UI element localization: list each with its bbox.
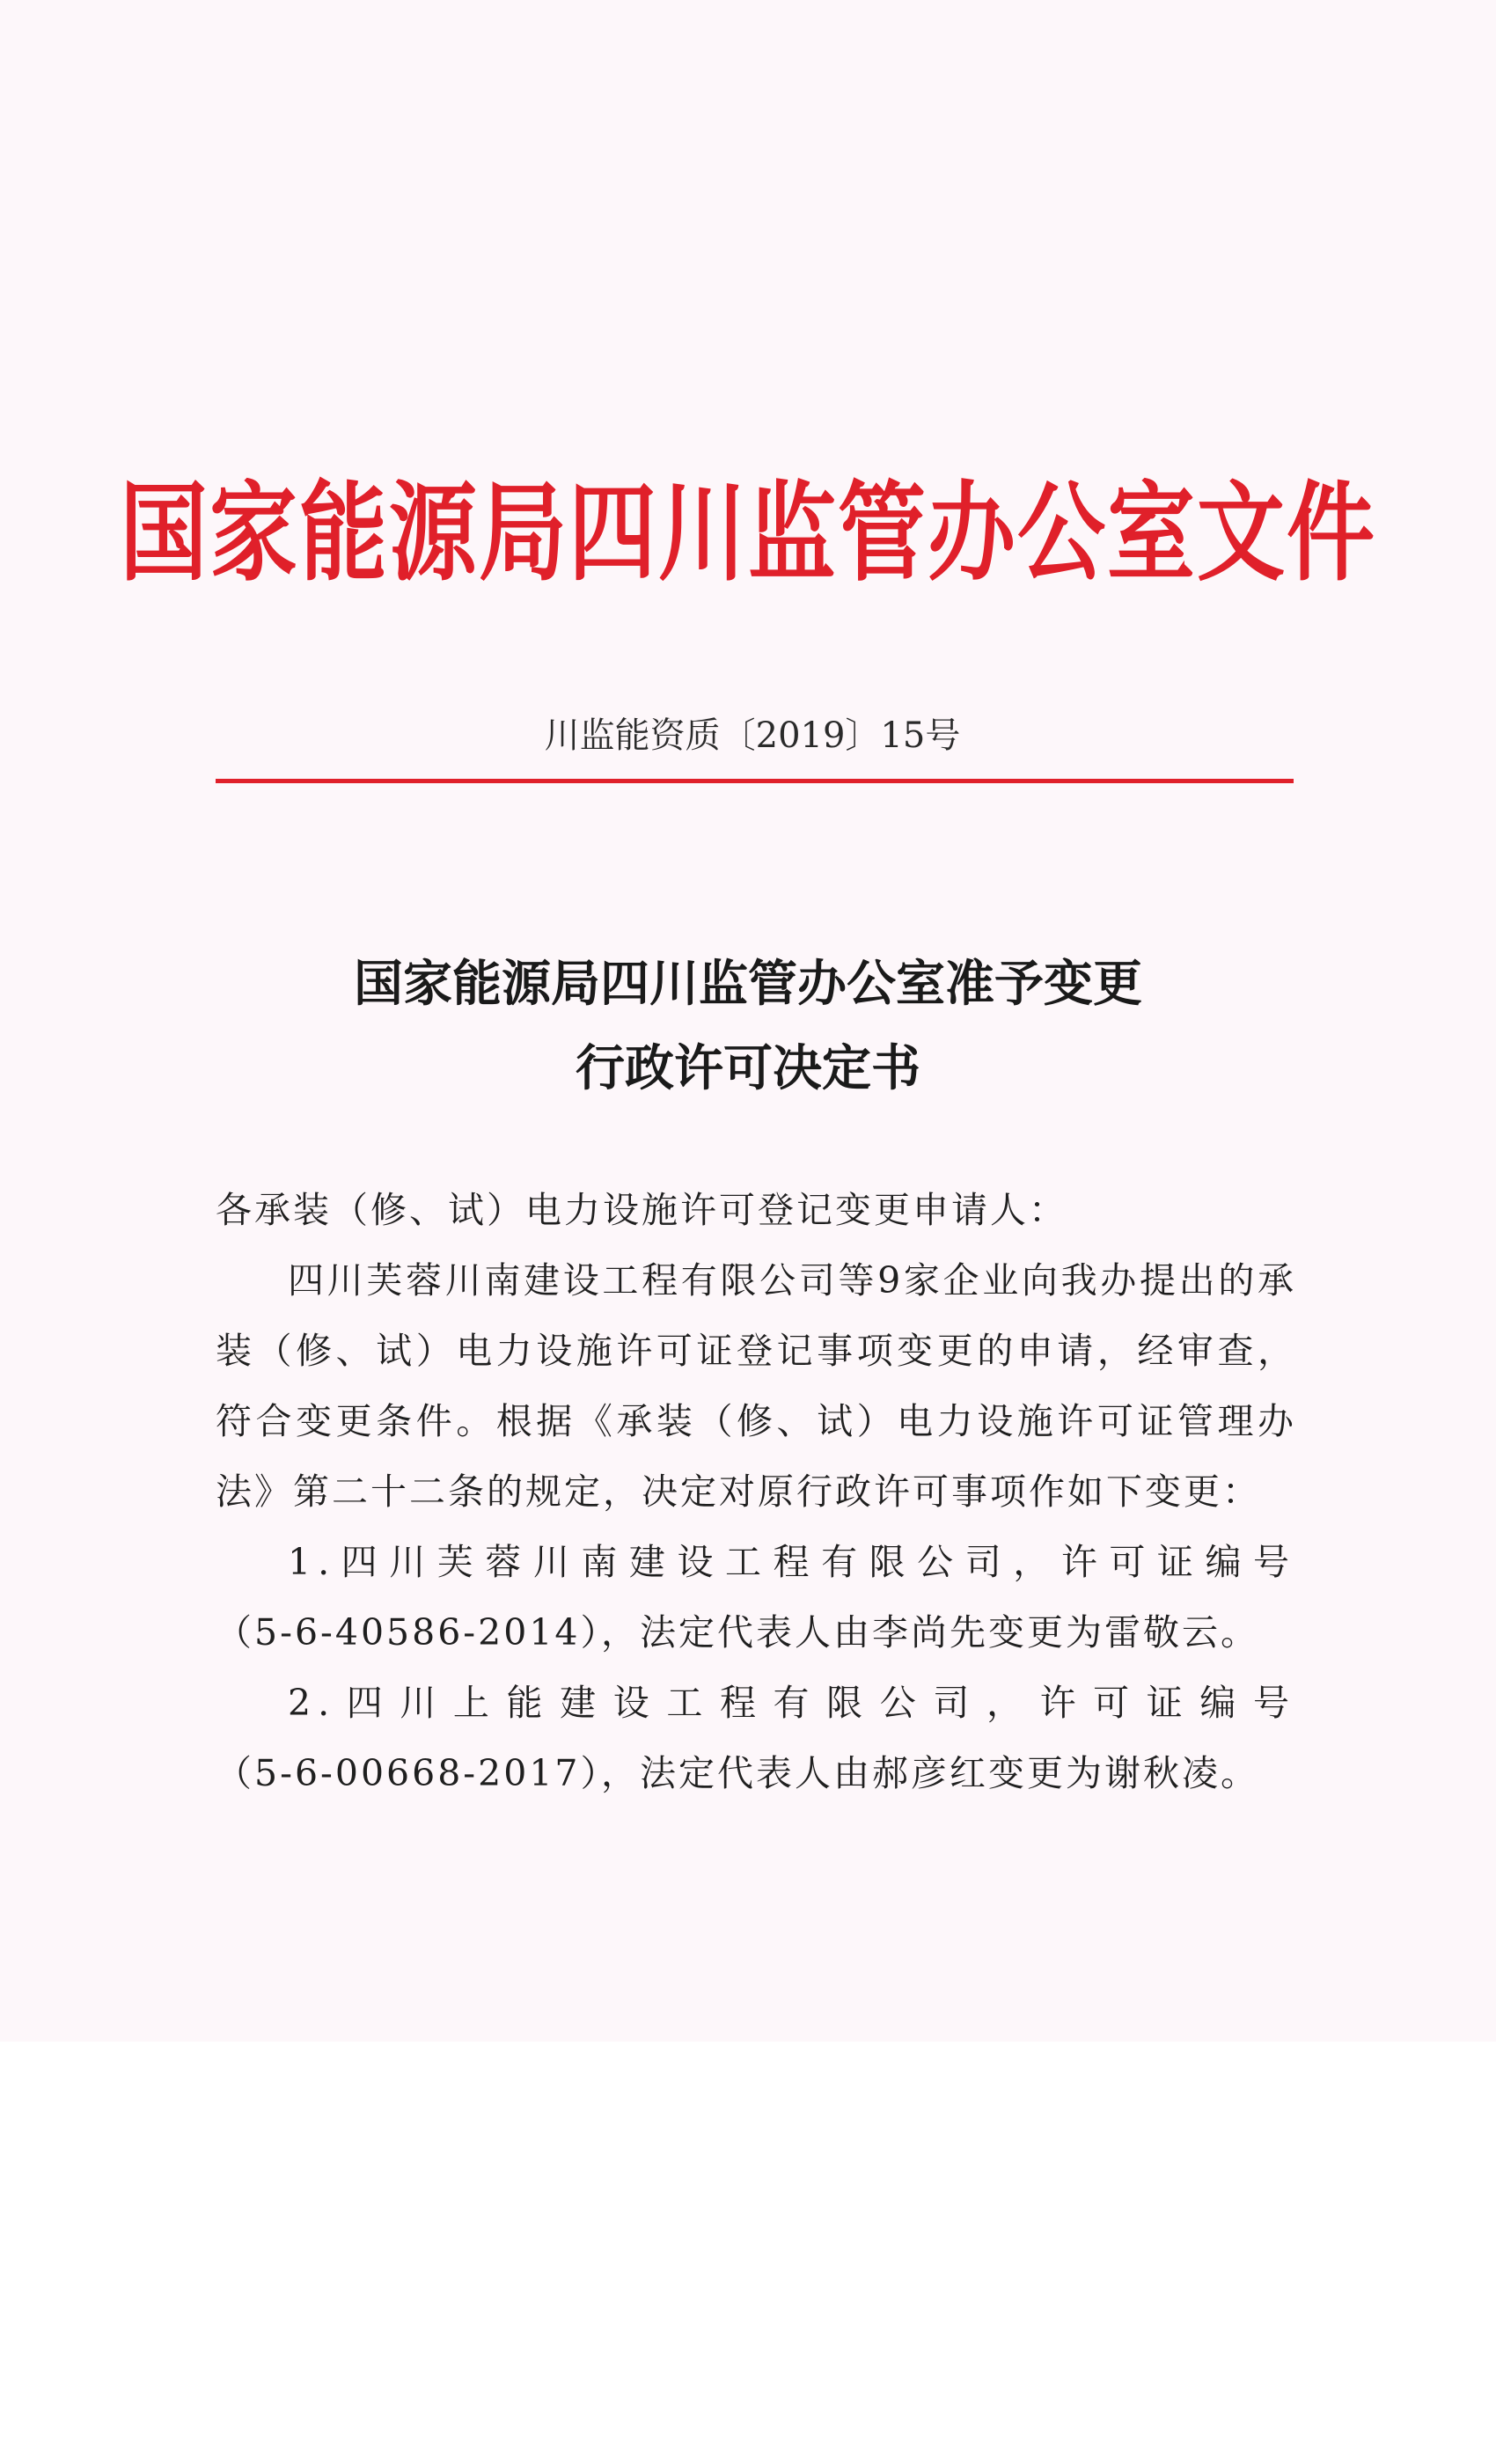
item-2-line-2: （5-6-00668-2017），法定代表人由郝彦红变更为谢秋凌。: [216, 1752, 1259, 1794]
document-body: [216, 1175, 1296, 1808]
decision-title: [0, 942, 1496, 1111]
red-divider-line: [216, 779, 1294, 783]
document-number: 川监能资质〔2019〕15号: [544, 715, 961, 756]
item-1-line-2: （5-6-40586-2014），法定代表人由李尚先变更为雷敬云。: [216, 1611, 1259, 1654]
decision-title-line-1: 国家能源局四川监管办公室准予变更: [354, 955, 1142, 1013]
salutation: 各承装（修、试）电力设施许可登记变更申请人：: [216, 1189, 1067, 1231]
item-1-line-1: 1.四川芙蓉川南建设工程有限公司，许可证编号: [288, 1541, 1296, 1583]
decision-title-line-2: 行政许可决定书: [576, 1039, 920, 1097]
intro-paragraph: 四川芙蓉川南建设工程有限公司等9家企业向我办提出的承装（修、试）电力设施许可证登记事项变更的申请，经审查，符合变更条件。根据《承装（修、试）电力设施许可证管理办法》第二十二条的规定，决定对原行政许可事项作如下变更：: [216, 1259, 1296, 1513]
issuer-header-title: 国家能源局四川监管办公室文件: [120, 469, 1376, 597]
item-2-line-1: 2.四川上能建设工程有限公司，许可证编号: [288, 1682, 1296, 1724]
